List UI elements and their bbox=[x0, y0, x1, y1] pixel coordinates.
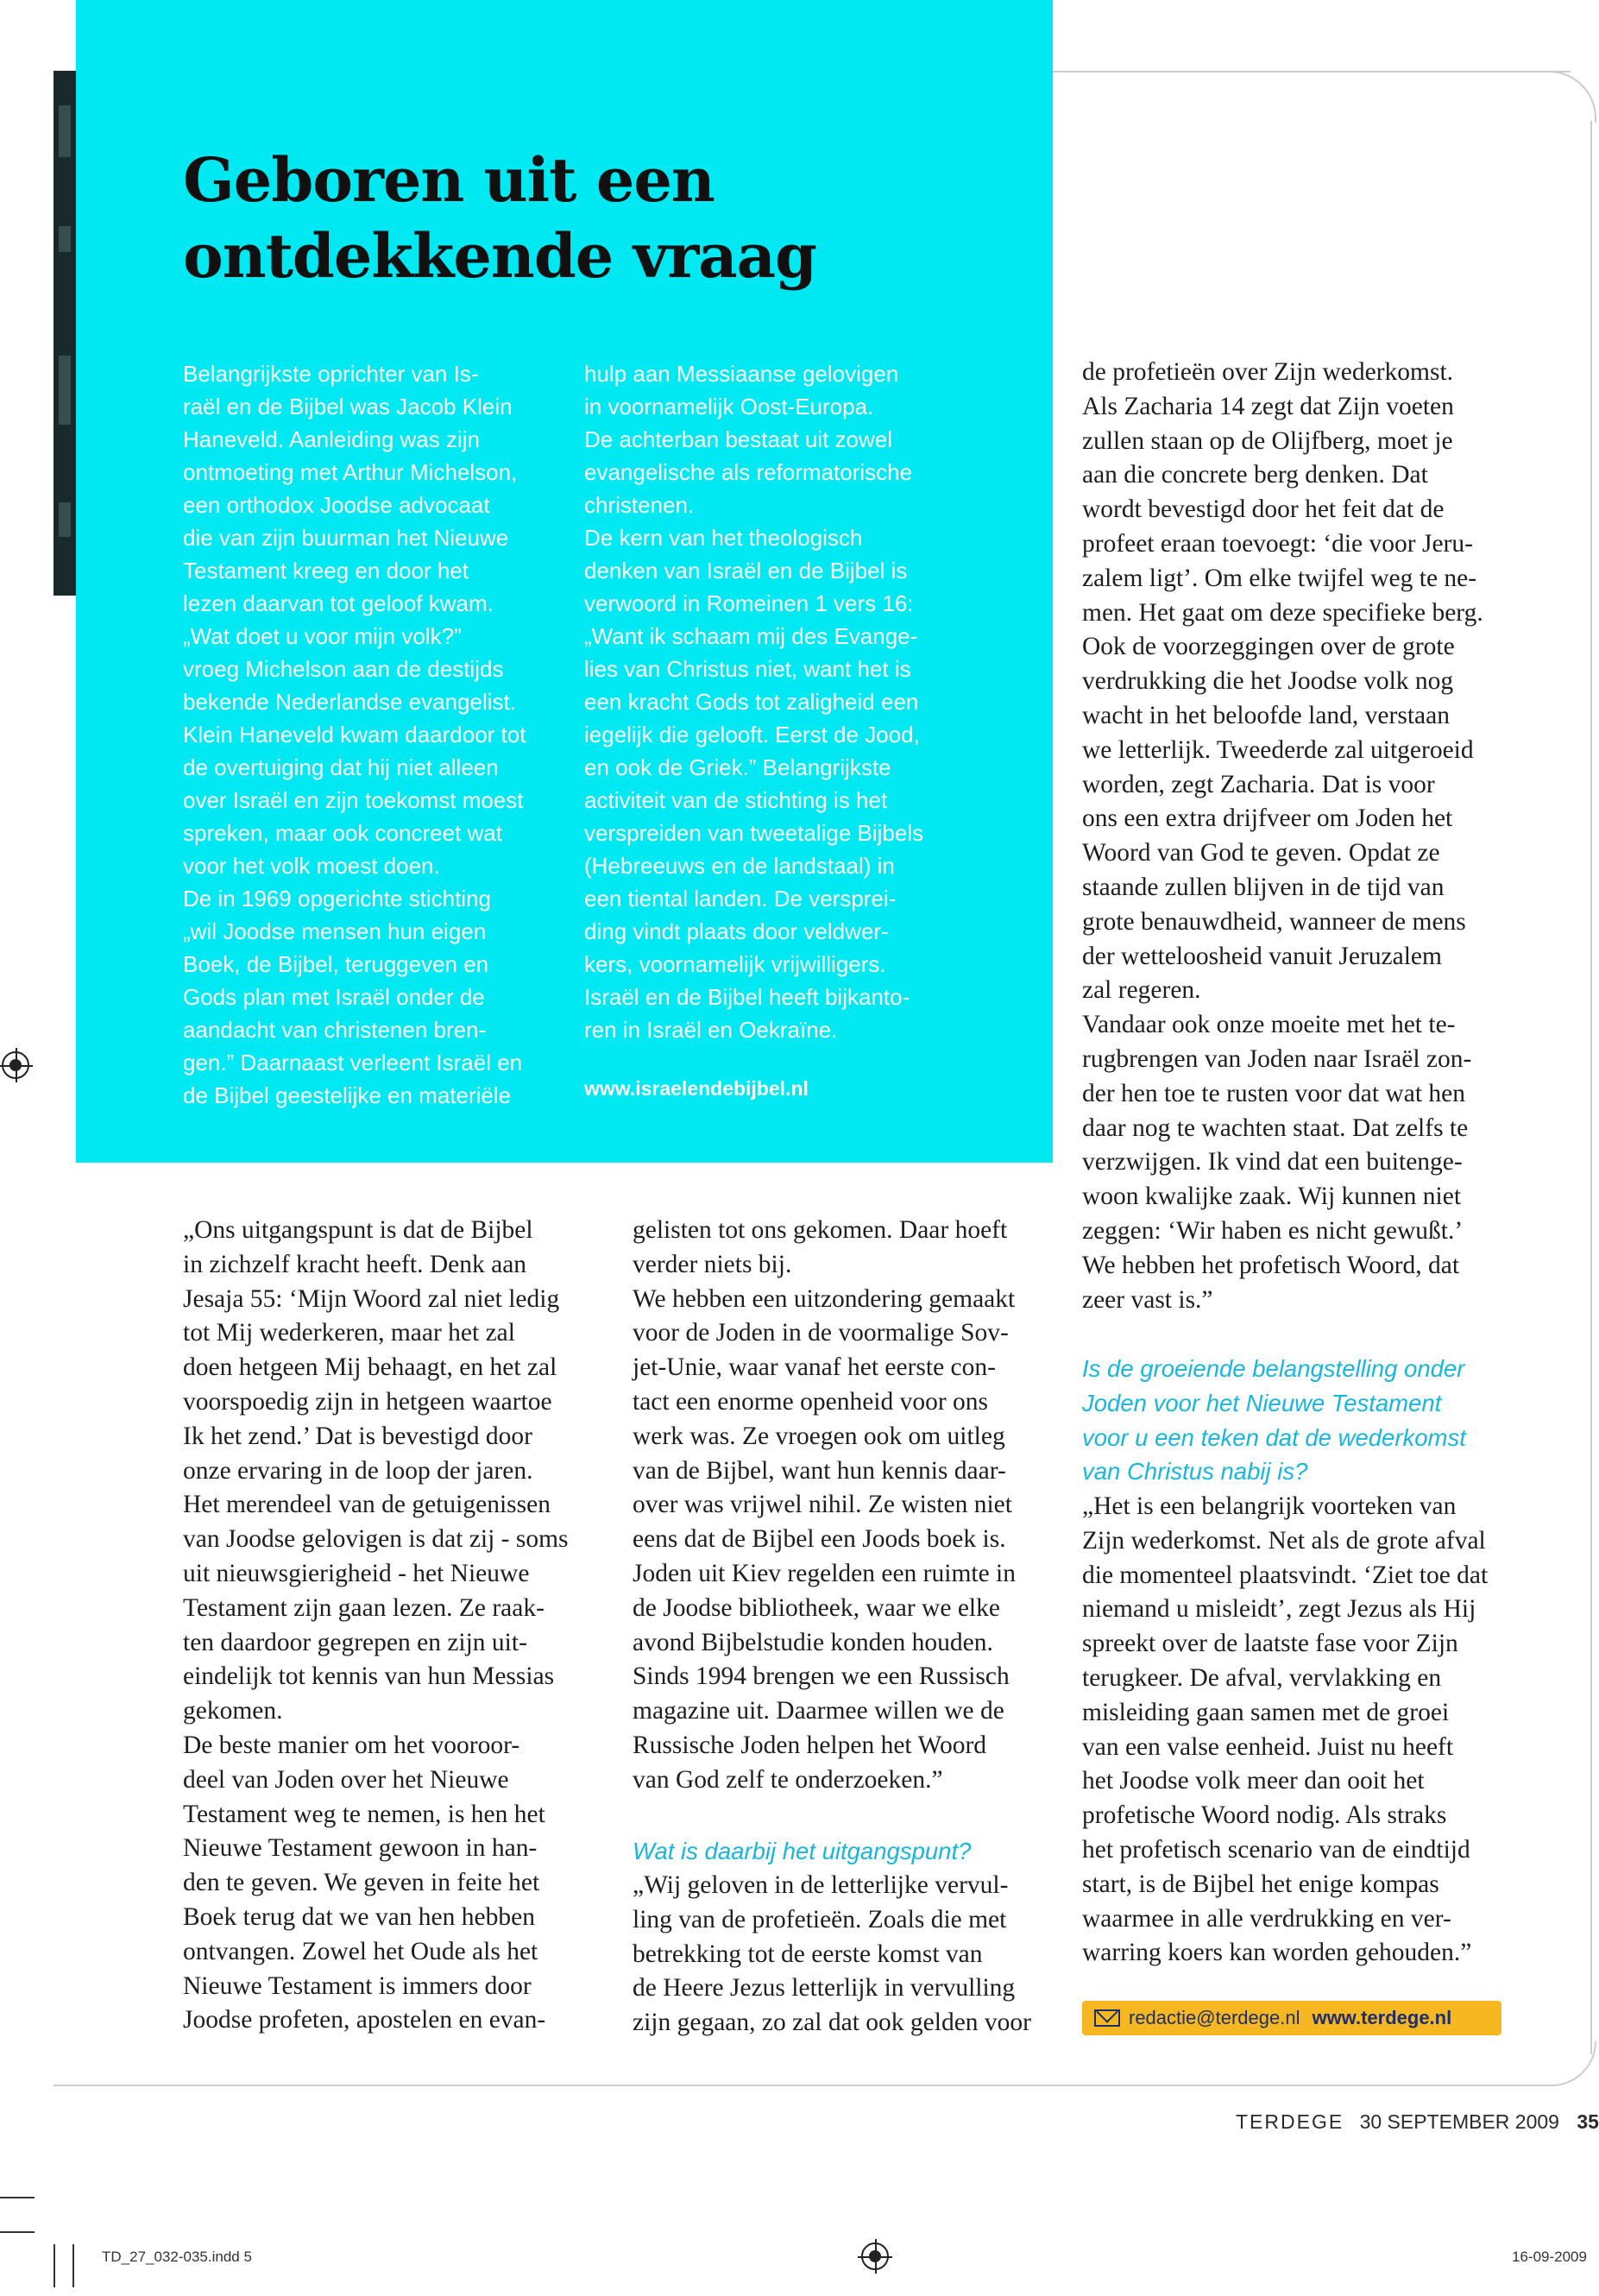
frame-corner-bottom bbox=[1545, 2041, 1596, 2086]
frame-line-top bbox=[1053, 71, 1571, 73]
crop-mark bbox=[54, 2244, 55, 2287]
question-2: Is de groeiende belangstelling onder Joden voor het Nieuwe Testament voor u een teken dat de wederkomst van Christus nabij is? bbox=[1082, 1355, 1466, 1485]
crop-mark bbox=[0, 2231, 35, 2233]
answer-2: „Het is een belangrijk voorteken van Zijn wederkomst. Net als de grote afval die momenteel plaatsvindt. ‘Ziet toe dat niemand u misleidt’, zegt Jezus als Hij spreekt over de laatste fase voor Zijn terugkeer. De afval, vervlakking en misleiding gaan samen met de groei van een valse eenheid. Juist nu heeft het Joodse volk meer dan ooit het profetische Woord nodig. Als straks het profetisch scenario van de eindtijd start, is de Bijbel het enige kompas waarmee in alle verdrukking en ver- warring koers kan worden gehouden.” bbox=[1082, 1492, 1489, 1967]
intro-column-1: Belangrijkste oprichter van Is- raël en de Bijbel was Jacob Klein Haneveld. Aanleiding was zijn ontmoeting met Arthur Michelson, een orthodox Joodse advocaat die van zijn buurman het Nieuwe Testament kreeg en door het lezen daarvan tot geloof kwam. „Wat doet u voor mijn volk?” vroeg Michelson aan de destijds bekende Nederlandse evangelist. Klein Haneveld kwam daardoor tot de overtuiging dat hij niet alleen over Israël en zijn toekomst moest spreken, maar ook concreet wat voor het volk moest doen. De in 1969 opgerichte stichting „wil Joodse mensen hun eigen Boek, de Bijbel, teruggeven en Gods plan met Israël onder de aandacht van christenen bren- gen.” Daarnaast verleent Israël en de Bijbel geestelijke en materiële bbox=[183, 361, 526, 1108]
frame-line-right bbox=[1590, 121, 1592, 2054]
contact-email[interactable]: redactie@terdege.nl bbox=[1129, 2007, 1300, 2028]
crop-mark bbox=[0, 2197, 35, 2198]
body-column-3: de profetieën over Zijn wederkomst. Als Zacharia 14 zegt dat Zijn voeten zullen staan op de Olijfberg, moet je aan die concrete berg denken. Dat wordt bevestigd door het feit dat de profeet eraan toevoegt: ‘die voor Jeru- zalem ligt’. Om elke twijfel weg te ne- men. Het gaat om deze specifieke berg. Ook de voorzeggingen over de grote verdrukking die het Joodse volk nog wacht in het beloofde land, verstaan we letterlijk. Tweederde zal uitgeroeid worden, zegt Zacharia. Dat is voor ons een extra drijfveer om Joden het Woord van God te geven. Opdat ze staande zullen blijven in de tijd van grote benauwdheid, wanneer de mens der wetteloosheid vanuit Jeruzalem zal regeren. Vandaar ook onze moeite met het te- rugbrengen van Joden naar Israël zon- der hen toe te rusten voor dat wat hen daar nog te wachten staat. Dat zelfs te verzwijgen. Ik vind dat een buitenge- woon kwalijke zaak. Wij kunnen niet zeggen: ‘Wir haben es nicht gewußt.’ We hebben het profetisch Woord, dat zeer vast is.” bbox=[1082, 358, 1483, 1314]
answer-1: „Wij geloven in de letterlijke vervul- ling van de profetieën. Zoals die met betrekking tot de eerste komst van de Heere Jezus letterlijk in vervulling zijn gegaan, zo zal dat ook gelden voor bbox=[633, 1871, 1031, 2037]
intro-column-2: hulp aan Messiaanse gelovigen in voornamelijk Oost-Europa. De achterban bestaat uit zowel evangelische als reformatorische christenen. De kern van het theologisch denken van Israël en de Bijbel is verwoord in Romeinen 1 vers 16: „Want ik schaam mij des Evange- lies van Christus niet, want het is een kracht Gods tot zaligheid een iegelijk die gelooft. Eerst de Jood, en ook de Griek.” Belangrijkste activiteit van de stichting is het verspreiden van tweetalige Bijbels (Hebreeuws en de landstaal) in een tiental landen. De versprei- ding vindt plaats door veldwer- kers, voornamelijk vrijwilligers. Israël en de Bijbel heeft bijkanto- ren in Israël en Oekraïne. bbox=[584, 361, 924, 1043]
contact-website[interactable]: www.terdege.nl bbox=[1312, 2007, 1452, 2028]
crop-mark bbox=[72, 2244, 74, 2287]
contact-bar bbox=[1082, 2001, 1501, 2035]
question-1: Wat is daarbij het uitgangspunt? bbox=[633, 1838, 972, 1864]
headline-line-2: ontdekkende vraag bbox=[183, 220, 816, 292]
registration-mark-icon bbox=[2, 1051, 29, 1079]
frame-corner-top bbox=[1545, 71, 1596, 123]
mail-icon bbox=[1094, 2009, 1120, 2027]
page-footer bbox=[1236, 2110, 1599, 2134]
photo-strip bbox=[54, 71, 76, 596]
headline-line-1: Geboren uit een bbox=[183, 144, 715, 216]
intro-website-link[interactable]: www.israelendebijbel.nl bbox=[584, 1077, 809, 1100]
registration-mark-icon bbox=[861, 2242, 889, 2270]
issue-date: 30 SEPTEMBER 2009 bbox=[1359, 2110, 1559, 2133]
headline bbox=[183, 142, 960, 294]
publication-name: TERDEGE bbox=[1236, 2110, 1344, 2133]
page-number: 35 bbox=[1577, 2110, 1599, 2133]
body-column-1: „Ons uitgangspunt is dat de Bijbel in zichzelf kracht heeft. Denk aan Jesaja 55: ‘Mijn Woord zal niet ledig tot Mij wederkeren, maar het zal doen hetgeen Mij behaagt, en het zal voorspoedig zijn in hetgeen waartoe Ik het zend.’ Dat is bevestigd door onze ervaring in de loop der jaren. Het merendeel van de getuigenissen van Joodse gelovigen is dat zij - soms uit nieuwsgierigheid - het Nieuwe Testament zijn gaan lezen. Ze raak- ten daardoor gegrepen en zijn uit- eindelijk tot kennis van hun Messias gekomen. De beste manier om het vooroor- deel van Joden over het Nieuwe Testament weg te nemen, is hen het Nieuwe Testament gewoon in han- den te geven. We geven in feite het Boek terug dat we van hen hebben ontvangen. Zowel het Oude als het Nieuwe Testament is immers door Joodse profeten, apostelen en evan- bbox=[183, 1216, 569, 2034]
slug-date: 16-09-2009 bbox=[1512, 2249, 1587, 2265]
slug-filename: TD_27_032-035.indd 5 bbox=[102, 2249, 252, 2265]
frame-line-bottom bbox=[54, 2085, 1555, 2086]
body-column-2: gelisten tot ons gekomen. Daar hoeft verder niets bij. We hebben een uitzondering gemaakt voor de Joden in de voormalige Sov- jet-Unie, waar vanaf het eerste con- tact een enorme openheid voor ons werk was. Ze vroegen ook om uitleg van de Bijbel, want hun kennis daar- over was vrijwel nihil. Ze wisten niet eens dat de Bijbel een Joods boek is. Joden uit Kiev regelden een ruimte in de Joodse bibliotheek, waar we elke avond Bijbelstudie konden houden. Sinds 1994 brengen we een Russisch magazine uit. Daarmee willen we de Russische Joden helpen het Woord van God zelf te onderzoeken.” bbox=[633, 1216, 1016, 1794]
